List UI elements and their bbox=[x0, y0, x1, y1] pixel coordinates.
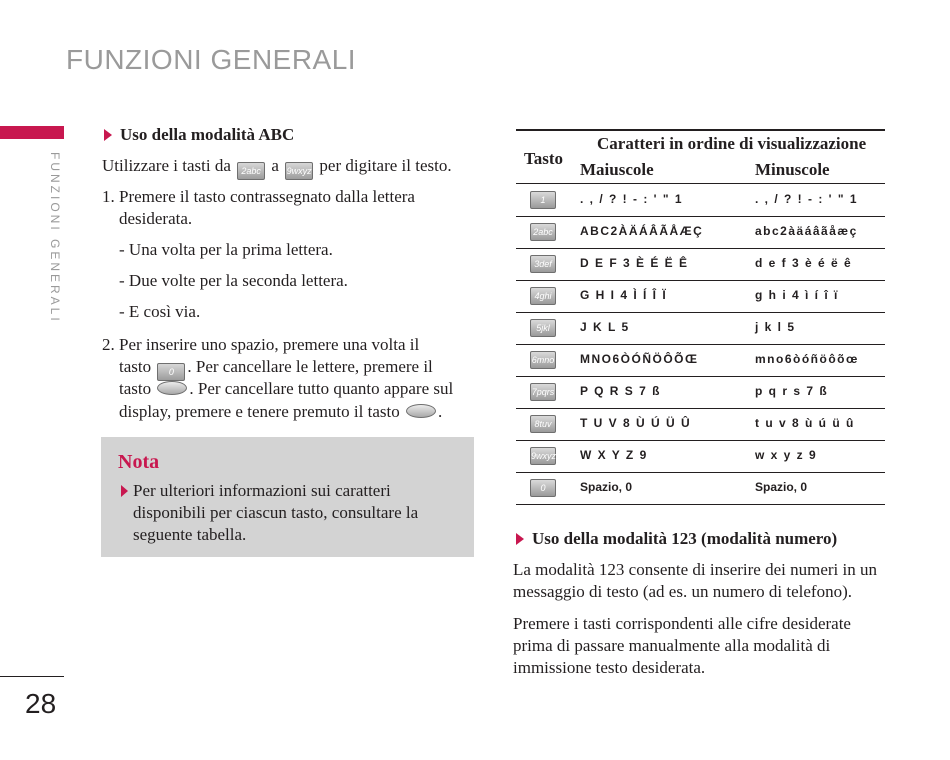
table-row bbox=[516, 408, 885, 441]
intro-text-a: Utilizzare i tasti da bbox=[102, 156, 231, 175]
section-heading-123-text: Uso della modalità 123 (modalità numero) bbox=[532, 529, 838, 548]
step-2-c1: tasto bbox=[119, 379, 152, 398]
table-key-cell bbox=[530, 287, 556, 305]
note-title: Nota bbox=[118, 451, 160, 473]
key-icon: 0 bbox=[530, 479, 556, 497]
table-upper-cell: T U V 8 Ù Ú Ü Û bbox=[580, 416, 692, 430]
table-lower-cell: w x y z 9 bbox=[755, 448, 818, 462]
table-upper-cell: ABC2ÀÄÁÂÃÅÆÇ bbox=[580, 224, 704, 238]
table-key-cell bbox=[530, 223, 556, 241]
intro-text-c: per digitare il testo. bbox=[319, 156, 452, 175]
table-upper-cell: MNO6ÒÓÑÖÔÕŒ bbox=[580, 352, 699, 366]
table-lower-cell: t u v 8 ù ú ü û bbox=[755, 416, 855, 430]
bullet-and-so-on: - E così via. bbox=[119, 302, 201, 321]
table-row bbox=[516, 344, 885, 377]
bullet-triangle-icon bbox=[104, 129, 112, 141]
step-2-line-a: 2. Per inserire uno spazio, premere una volta il bbox=[102, 335, 420, 354]
table-lower-cell: j k l 5 bbox=[755, 320, 796, 334]
para-1-line-a: La modalità 123 consente di inserire dei numeri in un bbox=[513, 560, 877, 579]
table-top-rule bbox=[516, 129, 885, 131]
table-row bbox=[516, 280, 885, 313]
table-key-cell bbox=[530, 383, 556, 401]
clear-key-icon bbox=[406, 404, 436, 418]
key-0-icon: 0 bbox=[157, 363, 185, 381]
table-row bbox=[516, 248, 885, 281]
table-row bbox=[516, 184, 885, 217]
key-icon: 8tuv bbox=[530, 415, 556, 433]
step-2-b2: . Per cancellare le lettere, premere il bbox=[187, 357, 433, 376]
table-key-cell bbox=[530, 351, 556, 369]
table-lower-cell: p q r s 7 ß bbox=[755, 384, 829, 398]
bullet-triangle-icon bbox=[516, 533, 524, 545]
table-header-lower: Minuscole bbox=[755, 160, 830, 179]
page-title: FUNZIONI GENERALI bbox=[66, 44, 357, 75]
table-row bbox=[516, 376, 885, 409]
key-icon: 5jkl bbox=[530, 319, 556, 337]
table-key-cell bbox=[530, 415, 556, 433]
table-upper-cell: . , / ? ! - : ' " 1 bbox=[580, 192, 684, 206]
step-2-d2: . bbox=[437, 402, 443, 421]
table-upper-cell: J K L 5 bbox=[580, 320, 630, 334]
table-lower-cell: abc2àäáâãåæç bbox=[755, 224, 858, 238]
note-box bbox=[101, 437, 474, 557]
intro-text-b: a bbox=[271, 156, 279, 175]
footer-divider bbox=[0, 676, 64, 677]
bullet-second-letter: - Due volte per la seconda lettera. bbox=[119, 271, 348, 290]
clear-key-icon bbox=[157, 381, 187, 395]
step-2-line-d bbox=[119, 401, 442, 423]
note-bullet-triangle-icon bbox=[121, 485, 128, 497]
key-icon: 1 bbox=[530, 191, 556, 209]
key-icon: 6mno bbox=[530, 351, 556, 369]
para-2-line-c: immissione testo desiderata. bbox=[513, 658, 706, 677]
table-key-cell bbox=[530, 479, 556, 497]
intro-line bbox=[102, 155, 452, 180]
note-text bbox=[133, 480, 453, 546]
note-line-1: Per ulteriori informazioni sui caratteri bbox=[133, 481, 391, 500]
side-accent-bar bbox=[0, 126, 64, 139]
step-2-b1: tasto bbox=[119, 357, 152, 376]
table-row bbox=[516, 216, 885, 249]
step-2-c2: . Per cancellare tutto quanto appare sul bbox=[189, 379, 454, 398]
table-lower-cell: mno6òóñöôõœ bbox=[755, 352, 859, 366]
step-1-line-a: 1. Premere il tasto contrassegnato dalla lettera bbox=[102, 187, 415, 206]
table-row bbox=[516, 472, 885, 505]
side-section-label: FUNZIONI GENERALI bbox=[48, 152, 62, 324]
table-upper-cell: W X Y Z 9 bbox=[580, 448, 648, 462]
note-line-2: disponibili per ciascun tasto, consultare la bbox=[133, 503, 419, 522]
page-number: 28 bbox=[25, 688, 57, 719]
step-2-d1: display, premere e tenere premuto il tasto bbox=[119, 402, 400, 421]
key-icon: 9wxyz bbox=[530, 447, 556, 465]
para-2-line-b: prima di passare manualmente alla modalità di bbox=[513, 636, 831, 655]
table-key-cell bbox=[530, 447, 556, 465]
table-key-cell bbox=[530, 255, 556, 273]
section-heading-abc-text: Uso della modalità ABC bbox=[120, 125, 295, 144]
para-2-line-a: Premere i tasti corrispondenti alle cifre desiderate bbox=[513, 614, 851, 633]
table-key-cell bbox=[530, 191, 556, 209]
key-icon: 4ghi bbox=[530, 287, 556, 305]
table-lower-cell: . , / ? ! - : ' " 1 bbox=[755, 192, 859, 206]
table-header-group: Caratteri in ordine di visualizzazione bbox=[597, 134, 867, 153]
note-line-3: seguente tabella. bbox=[133, 525, 247, 544]
key-icon: 2abc bbox=[530, 223, 556, 241]
table-upper-cell: Spazio, 0 bbox=[580, 480, 633, 494]
table-row bbox=[516, 440, 885, 473]
table-upper-cell: G H I 4 Ì Í Î Ï bbox=[580, 288, 668, 302]
table-key-cell bbox=[530, 319, 556, 337]
table-upper-cell: D E F 3 È É Ë Ê bbox=[580, 256, 689, 270]
table-lower-cell: g h i 4 ì í î ï bbox=[755, 288, 839, 302]
table-lower-cell: d e f 3 è é ë ê bbox=[755, 256, 853, 270]
step-2-line-c bbox=[119, 378, 453, 400]
key-9-icon: 9wxyz bbox=[285, 162, 313, 180]
table-header-upper: Maiuscole bbox=[580, 160, 654, 179]
key-icon: 3def bbox=[530, 255, 556, 273]
section-heading-abc bbox=[104, 125, 294, 145]
key-icon: 7pqrs bbox=[530, 383, 556, 401]
table-header-key: Tasto bbox=[524, 149, 564, 168]
table-row bbox=[516, 312, 885, 345]
table-upper-cell: P Q R S 7 ß bbox=[580, 384, 661, 398]
key-2-icon: 2abc bbox=[237, 162, 265, 180]
para-1-line-b: messaggio di testo (ad es. un numero di telefono). bbox=[513, 582, 852, 601]
table-lower-cell: Spazio, 0 bbox=[755, 480, 808, 494]
step-1-line-b: desiderata. bbox=[119, 209, 193, 228]
section-heading-123 bbox=[516, 529, 837, 549]
bullet-first-letter: - Una volta per la prima lettera. bbox=[119, 240, 333, 259]
